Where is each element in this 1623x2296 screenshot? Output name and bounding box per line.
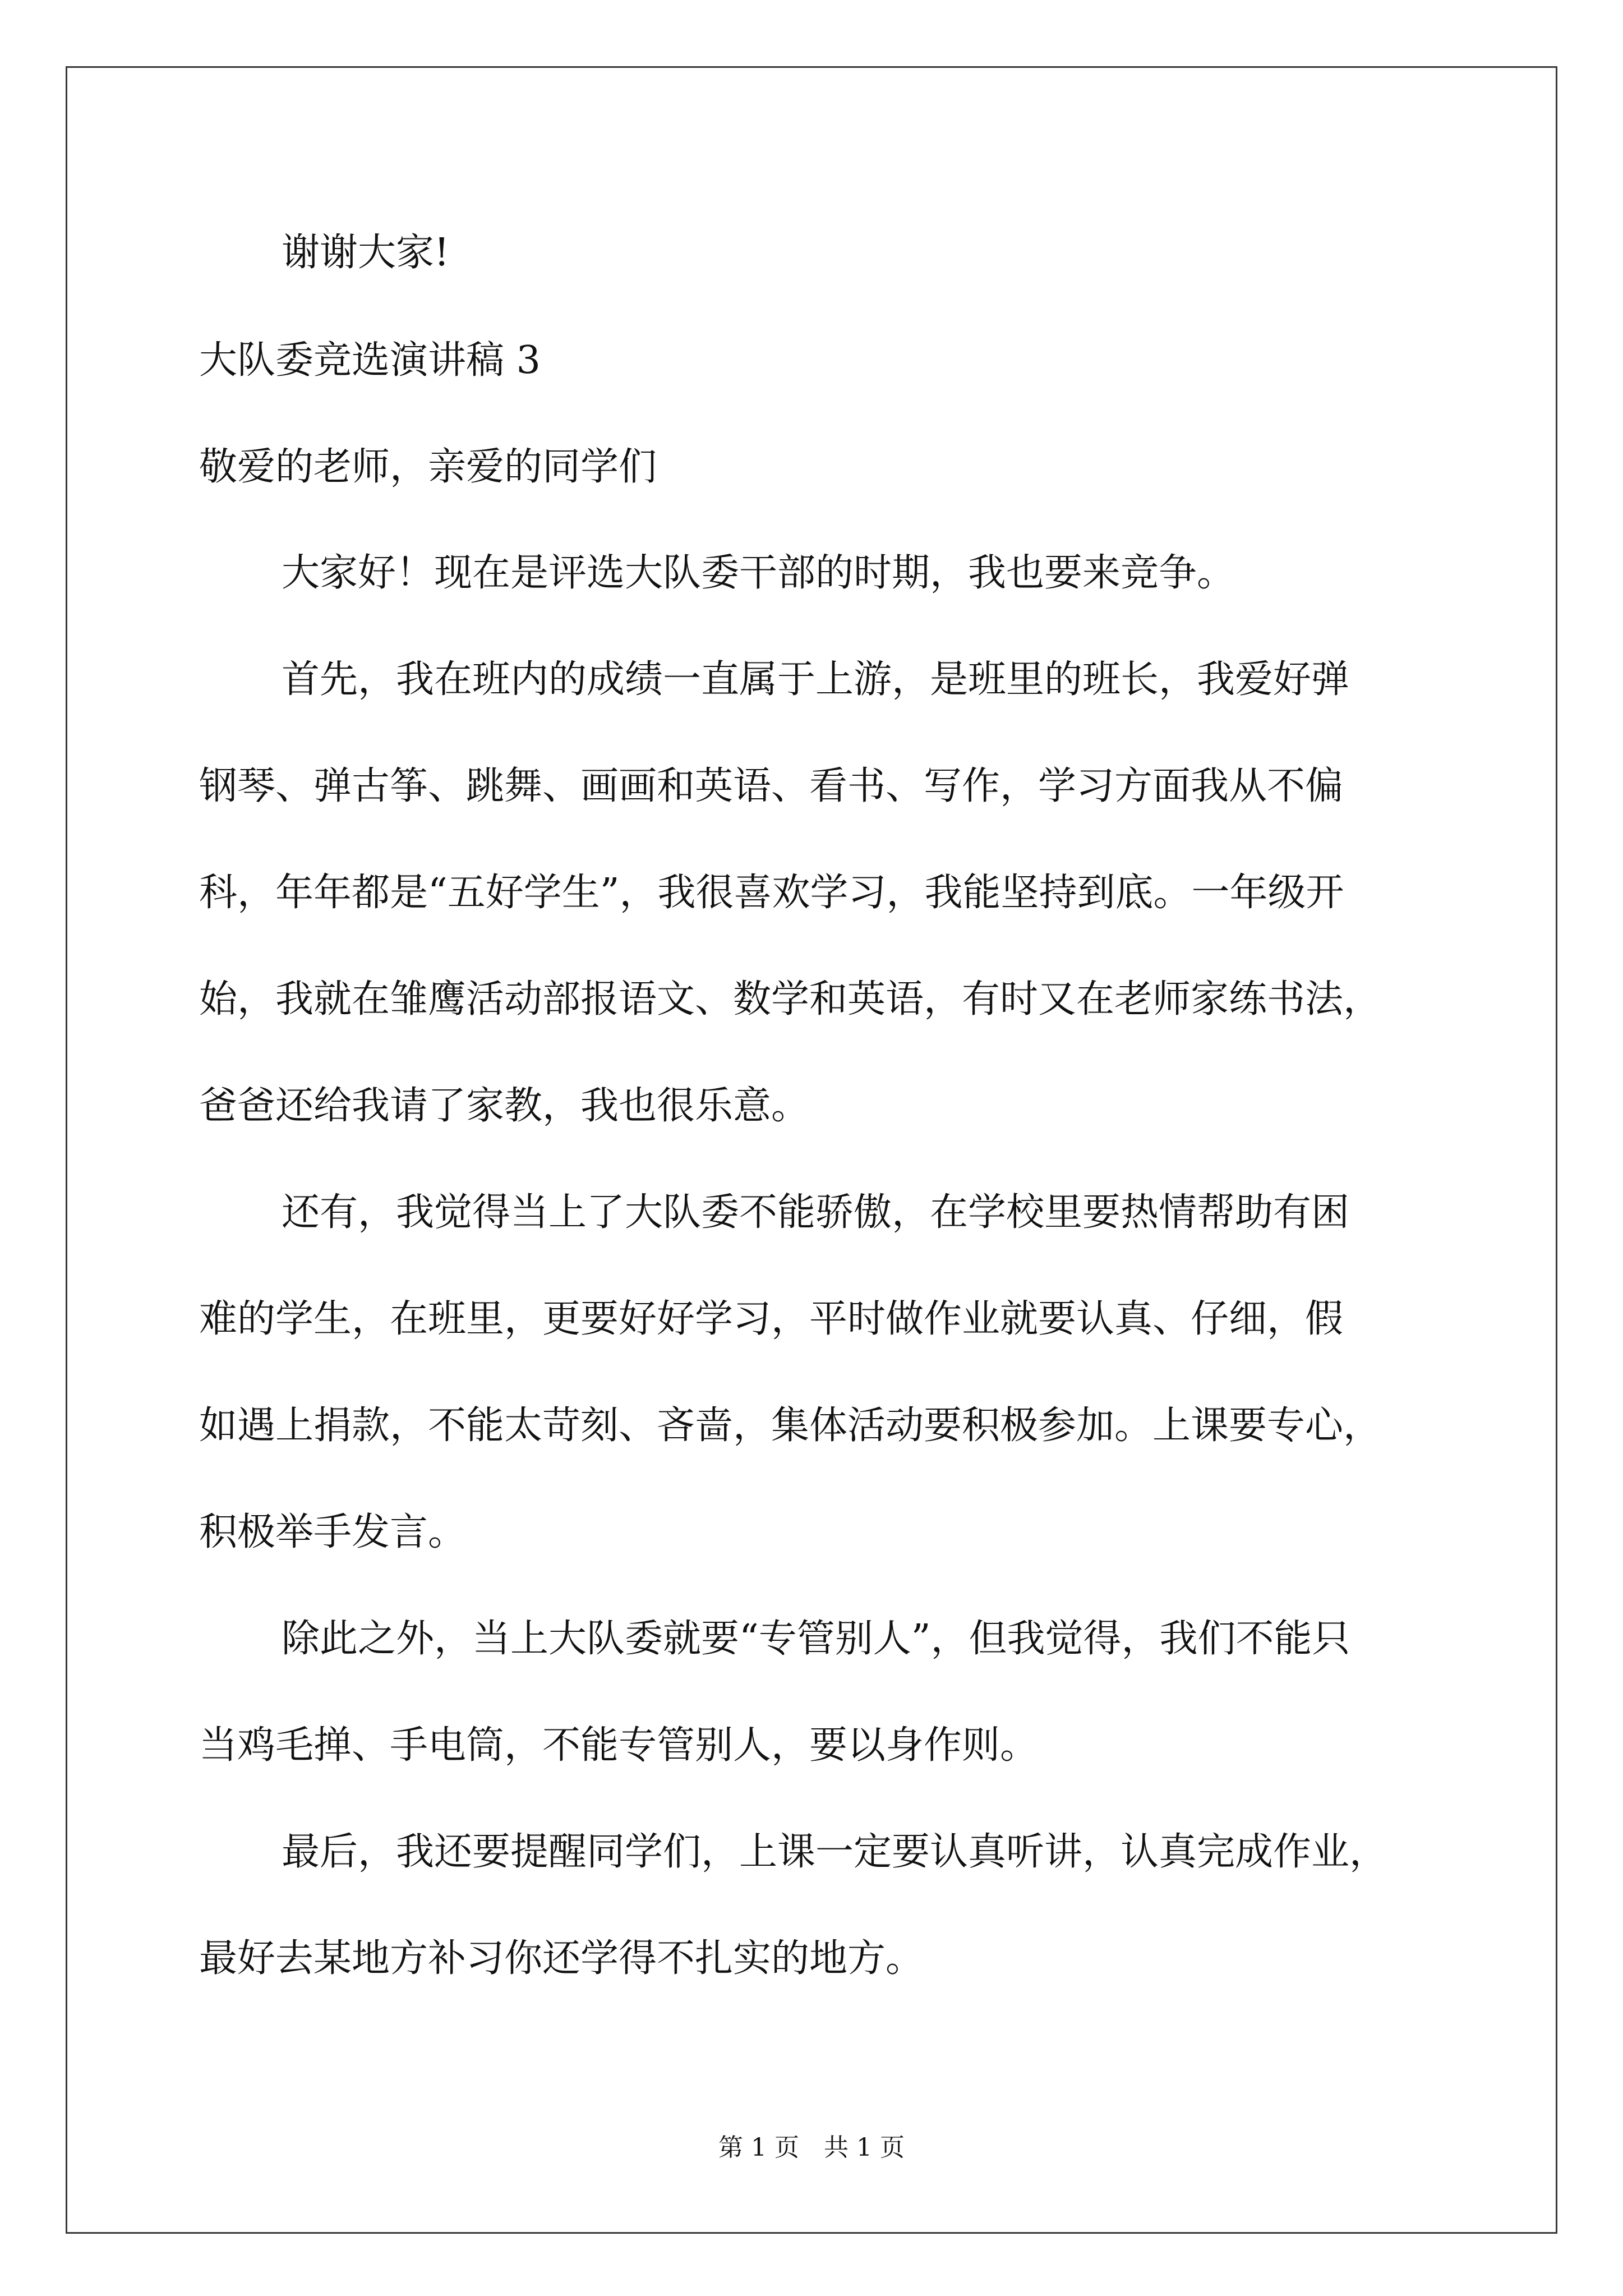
paragraph-line: 大家好！现在是评选大队委干部的时期，我也要来竞争。: [282, 551, 1235, 595]
page-border: [66, 66, 1557, 2234]
paragraph-line: 首先，我在班内的成绩一直属于上游，是班里的班长，我爱好弹: [282, 657, 1350, 702]
paragraph-line: 钢琴、弹古筝、跳舞、画画和英语、看书、写作，学习方面我从不偏: [199, 764, 1344, 808]
paragraph-line: 爸爸还给我请了家教，我也很乐意。: [199, 1084, 810, 1128]
closing-thanks-line: 谢谢大家!: [282, 231, 450, 275]
paragraph-line: 科，年年都是“五好学生”，我很喜欢学习，我能坚持到底。一年级开: [199, 871, 1344, 915]
paragraph-line: 如遇上捐款，不能太苛刻、吝啬，集体活动要积极参加。上课要专心，: [199, 1404, 1382, 1448]
paragraph-line: 除此之外，当上大队委就要“专管别人”，但我觉得，我们不能只: [282, 1617, 1350, 1661]
paragraph-line: 最好去某地方补习你还学得不扎实的地方。: [199, 1936, 924, 1981]
paragraph-line: 最后，我还要提醒同学们，上课一定要认真听讲，认真完成作业，: [282, 1830, 1388, 1874]
paragraph-line: 难的学生，在班里，更要好好学习，平时做作业就要认真、仔细，假: [199, 1297, 1344, 1341]
page-number-footer: 第 1 页 共 1 页: [718, 2133, 905, 2162]
paragraph-line: 还有，我觉得当上了大队委不能骄傲，在学校里要热情帮助有困: [282, 1190, 1350, 1235]
paragraph-line: 当鸡毛掸、手电筒，不能专管别人，要以身作则。: [199, 1723, 1039, 1768]
section-title: 大队委竞选演讲稿 3: [199, 338, 541, 383]
salutation-line: 敬爱的老师，亲爱的同学们: [199, 445, 657, 489]
paragraph-line: 始，我就在雏鹰活动部报语文、数学和英语，有时又在老师家练书法，: [199, 977, 1382, 1022]
paragraph-line: 积极举手发言。: [199, 1510, 467, 1554]
